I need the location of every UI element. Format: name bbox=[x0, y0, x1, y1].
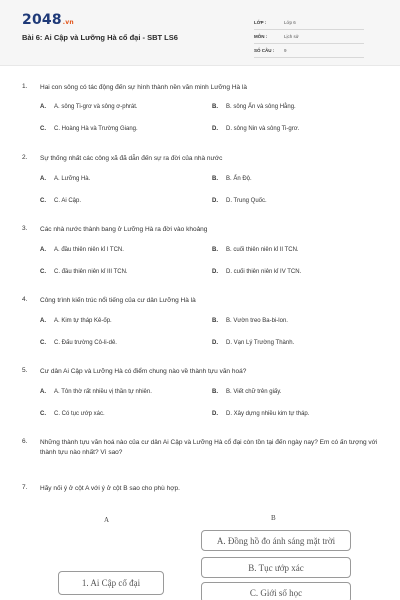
meta-key: MÔN : bbox=[254, 34, 268, 39]
meta-key: SỐ CÂU : bbox=[254, 48, 275, 53]
option-text: D. sông Nin và sông Ti-grơ. bbox=[226, 126, 300, 132]
match-b-item[interactable]: C. Giới số học bbox=[201, 582, 351, 600]
option-a[interactable] bbox=[40, 389, 152, 395]
option-letter: A. bbox=[40, 318, 46, 324]
column-a-header: A bbox=[104, 516, 110, 524]
question-text: Hai con sông có tác động đến sự hình thành nền văn minh Lưỡng Hà là bbox=[40, 84, 248, 91]
question-text: Các nhà nước thành bang ở Lưỡng Hà ra đời vào khoảng bbox=[40, 226, 208, 233]
meta-value: Lớp 6 bbox=[284, 20, 296, 25]
option-a[interactable] bbox=[40, 318, 112, 324]
option-text: C. Đấu trường Cô-li-dê. bbox=[54, 340, 117, 346]
option-c[interactable] bbox=[40, 411, 105, 417]
option-b[interactable] bbox=[212, 389, 282, 395]
meta-key: LỚP : bbox=[254, 20, 267, 25]
option-letter: A. bbox=[40, 247, 46, 253]
option-a[interactable] bbox=[40, 176, 90, 182]
option-text: B. cuối thiên niên kỉ II TCN. bbox=[226, 247, 299, 253]
option-letter: C. bbox=[40, 340, 46, 346]
option-a[interactable] bbox=[40, 247, 124, 253]
meta-row-count bbox=[254, 44, 364, 58]
option-text: A. Lưỡng Hà. bbox=[54, 176, 91, 182]
option-letter: D. bbox=[212, 198, 218, 204]
option-b[interactable] bbox=[212, 247, 299, 253]
option-text: C. đầu thiên niên kỉ III TCN. bbox=[54, 269, 128, 275]
option-letter: B. bbox=[212, 176, 218, 182]
option-text: D. Vạn Lý Trường Thành. bbox=[226, 340, 295, 346]
question-text: Những thành tựu văn hoá nào của cư dân Ai Cập và Lưỡng Hà cổ đại còn tồn tại đến ngày nay? Em có ấn tượng với thành tựu nào nhất? Vì sao? bbox=[40, 439, 378, 456]
option-text: A. Tôn thờ rất nhiều vị thần tự nhiên. bbox=[54, 389, 152, 395]
option-letter: C. bbox=[40, 126, 46, 132]
worksheet-header bbox=[0, 0, 400, 66]
meta-value: 9 bbox=[284, 48, 287, 53]
option-d[interactable] bbox=[212, 126, 299, 132]
option-c[interactable] bbox=[40, 269, 128, 275]
logo-text: 2048 bbox=[22, 12, 62, 28]
question-text: Công trình kiến trúc nổi tiếng của cư dân Lưỡng Hà là bbox=[40, 297, 196, 304]
match-b-item[interactable]: B. Tục ướp xác bbox=[201, 557, 351, 578]
option-text: B. Vườn treo Ba-bi-lon. bbox=[226, 318, 288, 324]
option-b[interactable] bbox=[212, 318, 288, 324]
option-a[interactable] bbox=[40, 104, 138, 110]
option-text: D. Xây dựng nhiều kim tự tháp. bbox=[226, 411, 310, 417]
option-letter: D. bbox=[212, 126, 218, 132]
meta-value: Lịch sử bbox=[284, 34, 299, 39]
option-text: A. sông Ti-grơ và sông ơ-phrát. bbox=[54, 104, 138, 110]
option-text: C. Có tục ướp xác. bbox=[54, 411, 105, 417]
question-text: Hãy nối ý ở cột A với ý ở cột B sao cho phù hợp. bbox=[40, 485, 180, 492]
option-text: A. Kim tự tháp Kê-ốp. bbox=[54, 318, 112, 324]
option-d[interactable] bbox=[212, 411, 309, 417]
question-number: 2. bbox=[22, 154, 28, 161]
option-d[interactable] bbox=[212, 269, 301, 275]
option-text: B. sông Ấn và sông Hằng. bbox=[226, 104, 296, 110]
option-letter: C. bbox=[40, 411, 46, 417]
option-letter: D. bbox=[212, 340, 218, 346]
option-c[interactable] bbox=[40, 340, 117, 346]
option-letter: B. bbox=[212, 389, 218, 395]
question-text: Cư dân Ai Cập và Lưỡng Hà có điểm chung nào về thành tựu văn hoá? bbox=[40, 368, 247, 375]
option-text: B. Ấn Độ. bbox=[226, 176, 252, 182]
question-number: 6. bbox=[22, 438, 28, 445]
option-letter: D. bbox=[212, 411, 218, 417]
question-number: 4. bbox=[22, 296, 28, 303]
option-text: C. Hoàng Hà và Trường Giang. bbox=[54, 126, 138, 132]
column-b-header: B bbox=[271, 514, 276, 522]
option-d[interactable] bbox=[212, 198, 267, 204]
option-letter: C. bbox=[40, 198, 46, 204]
option-letter: B. bbox=[212, 247, 218, 253]
site-logo[interactable] bbox=[22, 12, 74, 28]
question-number: 1. bbox=[22, 83, 28, 90]
option-letter: D. bbox=[212, 269, 218, 275]
option-letter: A. bbox=[40, 104, 46, 110]
option-letter: C. bbox=[40, 269, 46, 275]
option-letter: A. bbox=[40, 389, 46, 395]
option-text: D. Trung Quốc. bbox=[226, 198, 267, 204]
option-c[interactable] bbox=[40, 126, 138, 132]
meta-row-class bbox=[254, 16, 364, 30]
option-b[interactable] bbox=[212, 176, 252, 182]
question-text: Sự thống nhất các công xã đã dẫn đến sự ra đời của nhà nước bbox=[40, 155, 223, 162]
option-b[interactable] bbox=[212, 104, 296, 110]
meta-row-subject bbox=[254, 30, 364, 44]
document-title: Bài 6: Ai Cập và Lưỡng Hà cổ đại - SBT LS6 bbox=[22, 33, 178, 42]
logo-suffix: .vn bbox=[62, 19, 74, 26]
option-text: B. Viết chữ trên giấy. bbox=[226, 389, 282, 395]
question-number: 7. bbox=[22, 484, 28, 491]
option-text: D. cuối thiên niên kỉ IV TCN. bbox=[226, 269, 302, 275]
option-letter: A. bbox=[40, 176, 46, 182]
option-letter: B. bbox=[212, 104, 218, 110]
question-number: 3. bbox=[22, 225, 28, 232]
option-text: C. Ai Cập. bbox=[54, 198, 82, 204]
option-letter: B. bbox=[212, 318, 218, 324]
option-d[interactable] bbox=[212, 340, 294, 346]
match-a-item[interactable]: 1. Ai Cập cổ đại bbox=[58, 571, 164, 595]
option-c[interactable] bbox=[40, 198, 81, 204]
option-text: A. đầu thiên niên kỉ I TCN. bbox=[54, 247, 124, 253]
match-b-item[interactable]: A. Đồng hồ đo ánh sáng mặt trời bbox=[201, 530, 351, 551]
question-number: 5. bbox=[22, 367, 28, 374]
meta-table bbox=[254, 16, 364, 58]
